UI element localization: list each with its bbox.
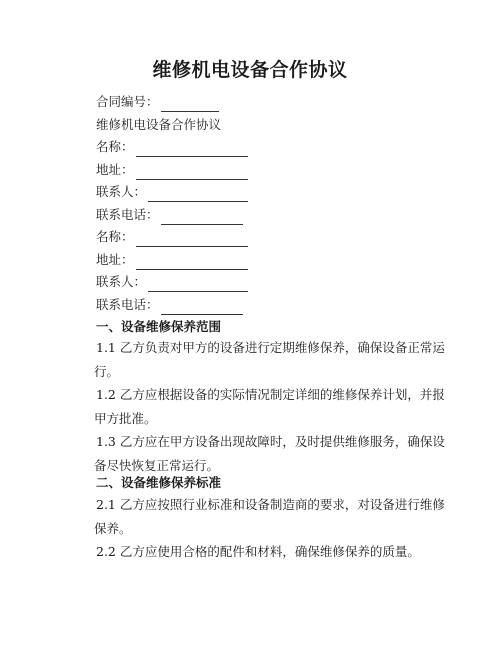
document-subtitle: 维修机电设备合作协议 xyxy=(96,117,222,132)
party-a-address-label: 地址： xyxy=(96,162,134,177)
clause-line: 2.1 乙方应按照行业标准和设备制造商的要求，对设备进行维修 xyxy=(96,497,445,512)
contract-number-blank xyxy=(161,96,219,112)
party-a-name-label: 名称： xyxy=(96,139,134,154)
party-b-name-label: 名称： xyxy=(96,229,134,244)
party-b-contact-label: 联系人： xyxy=(96,274,147,289)
party-a-address-blank xyxy=(136,164,248,180)
party-b-phone-blank xyxy=(161,299,243,315)
contract-number-label: 合同编号： xyxy=(96,94,159,109)
clause-line: 行。 xyxy=(94,364,120,379)
document-title: 维修机电设备合作协议 xyxy=(152,59,348,81)
clause-paragraph xyxy=(94,430,445,478)
clause-paragraph xyxy=(94,383,445,431)
clause-line: 1.2 乙方应根据设备的实际情况制定详细的维修保养计划，并报 xyxy=(96,387,445,402)
party-b-contact-blank xyxy=(148,276,248,292)
party-a-phone-label: 联系电话： xyxy=(96,207,159,222)
section-heading: 一、设备维修保养范围 xyxy=(96,319,222,334)
clause-line: 保养。 xyxy=(94,521,132,536)
party-b-name-field xyxy=(96,227,248,247)
clause-line: 甲方批准。 xyxy=(94,411,157,426)
party-a-contact-label: 联系人： xyxy=(96,184,147,199)
party-a-name-blank xyxy=(136,141,248,157)
party-b-phone-label: 联系电话： xyxy=(96,297,159,312)
clause-line: 2.2 乙方应使用合格的配件和材料，确保维修保养的质量。 xyxy=(96,544,420,559)
party-a-phone-field xyxy=(96,205,243,225)
clause-paragraph xyxy=(96,540,420,564)
party-a-contact-blank xyxy=(148,186,248,202)
party-a-address-field xyxy=(96,160,248,180)
clause-paragraph xyxy=(94,493,445,541)
party-b-address-field xyxy=(96,250,248,270)
party-b-address-label: 地址： xyxy=(96,252,134,267)
party-b-name-blank xyxy=(136,231,248,247)
party-a-name-field xyxy=(96,137,248,157)
clause-line: 1.3 乙方应在甲方设备出现故障时，及时提供维修服务，确保设 xyxy=(96,434,445,449)
clause-line: 备尽快恢复正常运行。 xyxy=(94,458,220,473)
party-b-phone-field xyxy=(96,295,243,315)
clause-line: 1.1 乙方负责对甲方的设备进行定期维修保养，确保设备正常运 xyxy=(96,340,445,355)
party-b-contact-field xyxy=(96,272,248,292)
party-b-address-blank xyxy=(136,254,248,270)
clause-paragraph xyxy=(94,336,445,384)
party-a-phone-blank xyxy=(161,209,243,225)
contract-number-field xyxy=(96,92,219,112)
section-heading: 二、设备维修保养标准 xyxy=(96,475,222,490)
party-a-contact-field xyxy=(96,182,248,202)
